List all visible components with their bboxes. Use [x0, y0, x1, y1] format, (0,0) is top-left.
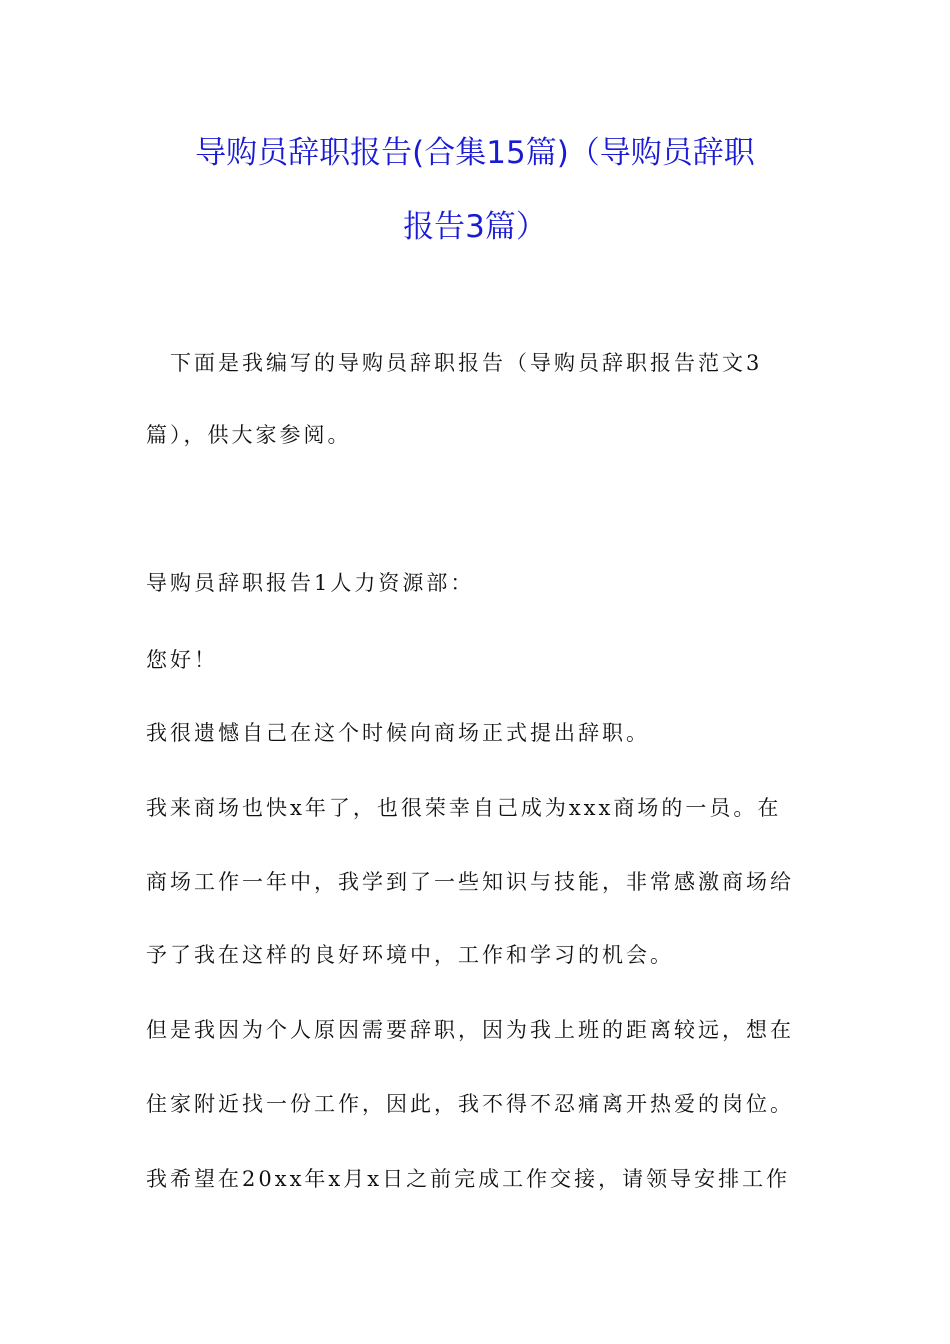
greeting: 您好！ [146, 648, 218, 672]
section-heading: 导购员辞职报告1人力资源部： [146, 571, 475, 595]
intro-line-2: 篇），供大家参阅。 [146, 423, 352, 447]
body-line: 但是我因为个人原因需要辞职，因为我上班的距离较远，想在 [146, 1018, 794, 1042]
body-line: 我来商场也快x年了，也很荣幸自己成为xxx商场的一员。在 [146, 796, 782, 820]
document-title-line-1: 导购员辞职报告(合集15篇)（导购员辞职 [195, 135, 755, 171]
intro-line-1: 下面是我编写的导购员辞职报告（导购员辞职报告范文3 [146, 351, 763, 375]
body-line: 商场工作一年中，我学到了一些知识与技能，非常感激商场给 [146, 870, 794, 894]
body-line: 住家附近找一份工作，因此，我不得不忍痛离开热爱的岗位。 [146, 1092, 794, 1116]
document-title-line-2: 报告3篇） [403, 209, 547, 245]
body-line: 我很遗憾自己在这个时候向商场正式提出辞职。 [146, 721, 650, 745]
body-line: 予了我在这样的良好环境中，工作和学习的机会。 [146, 943, 674, 967]
body-line: 我希望在20xx年x月x日之前完成工作交接，请领导安排工作 [146, 1167, 791, 1191]
